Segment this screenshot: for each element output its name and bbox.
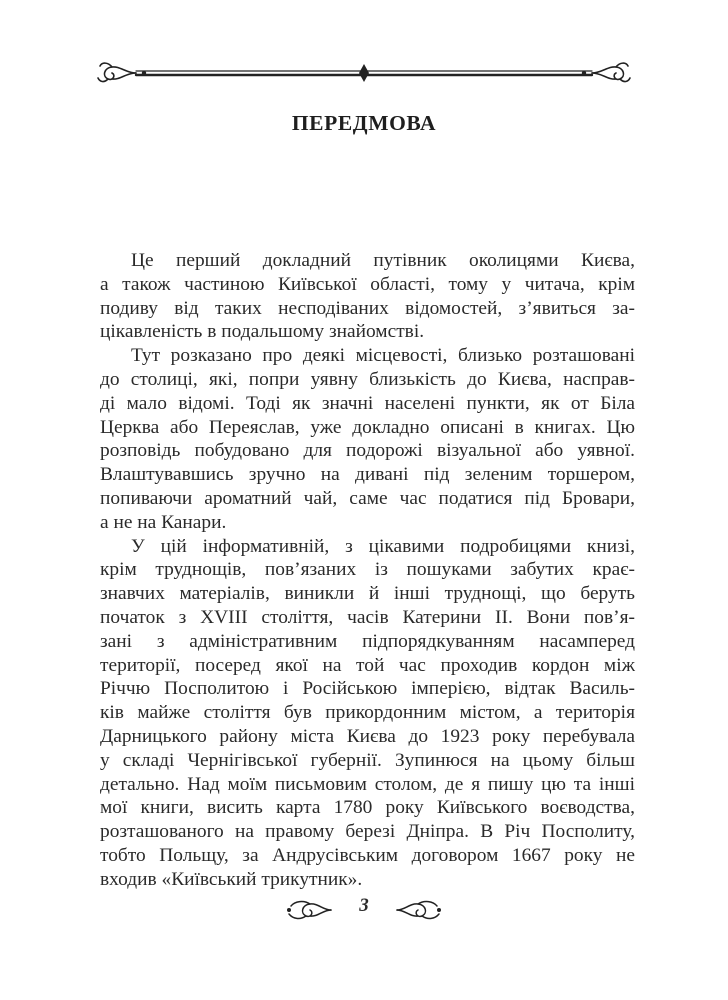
text-line: крім труднощів, пов’язаних із пошуками забутих крає- xyxy=(100,559,635,581)
text-line: зані з адміністративним підпорядкуванням насамперед xyxy=(100,630,635,652)
header-flourish-icon xyxy=(96,58,632,92)
page-footer xyxy=(0,893,728,929)
text-line: детально. Над моїм письмовим столом, де я пишу цю та інші xyxy=(100,773,635,795)
text-line: розташованого на правому березі Дніпра. В Річ Посполиту, xyxy=(100,821,635,843)
right-flourish-icon xyxy=(395,899,443,921)
text-line: до столиці, які, попри уявну близькість до Києва, насправ- xyxy=(100,368,635,390)
text-line: ді мало відомі. Тоді як значні населені пункти, як от Біла xyxy=(100,392,635,414)
paragraph xyxy=(100,249,635,344)
text-line: Це перший докладний путівник околицями Києва, xyxy=(131,250,635,271)
text-line: у складі Чернігівської губернії. Зупинюся на цьому більш xyxy=(100,749,635,771)
text-line: мої книги, висить карта 1780 року Київського воєводства, xyxy=(100,797,635,819)
text-line: Річчю Посполитою і Російською імперією, відтак Василь- xyxy=(100,678,635,700)
text-line: початок з XVIII століття, часів Катерини ІІ. Вони пов’я- xyxy=(100,606,635,628)
chapter-title: ПЕРЕДМОВА xyxy=(291,111,437,135)
page-number: 3 xyxy=(359,895,369,916)
paragraph xyxy=(100,535,635,892)
text-line: а не на Канари. xyxy=(100,511,227,533)
text-line: Дарницького району міста Києва до 1923 року перебувала xyxy=(100,725,635,747)
text-line: Тут розказано про деякі місцевості, близько розташовані xyxy=(131,345,635,367)
text-line: Церква або Переяслав, уже докладно описані в книгах. Цю xyxy=(100,416,635,438)
text-line: цікавленість в подальшому знайомстві. xyxy=(100,321,425,343)
text-line: ків майже століття був прикордонним містом, а територія xyxy=(100,702,635,724)
paragraph xyxy=(100,344,635,534)
text-line: знавчих матеріалів, виникли й інші труднощі, що беруть xyxy=(100,583,635,605)
text-line: розповідь побудовано для подорожі візуальної або уявної. xyxy=(100,440,635,462)
text-line: У цій інформативній, з цікавими подробицями книзі, xyxy=(131,535,635,557)
text-line: Влаштувавшись зручно на дивані під зеленим торшером, xyxy=(100,464,635,486)
text-line: попиваючи ароматний чай, саме час податися під Бровари, xyxy=(100,487,635,509)
text-line: тобто Польщу, за Андрусівським договором 1667 року не xyxy=(100,844,635,866)
text-line: входив «Київський трикутник». xyxy=(100,868,363,890)
text-line: а також частиною Київської області, тому у читача, крім xyxy=(100,273,635,295)
body-text xyxy=(100,249,635,892)
text-line: подиву від таких несподіваних відомостей, з’явиться за- xyxy=(100,297,635,319)
text-line: території, посеред якої на той час проходив кордон між xyxy=(100,654,635,676)
